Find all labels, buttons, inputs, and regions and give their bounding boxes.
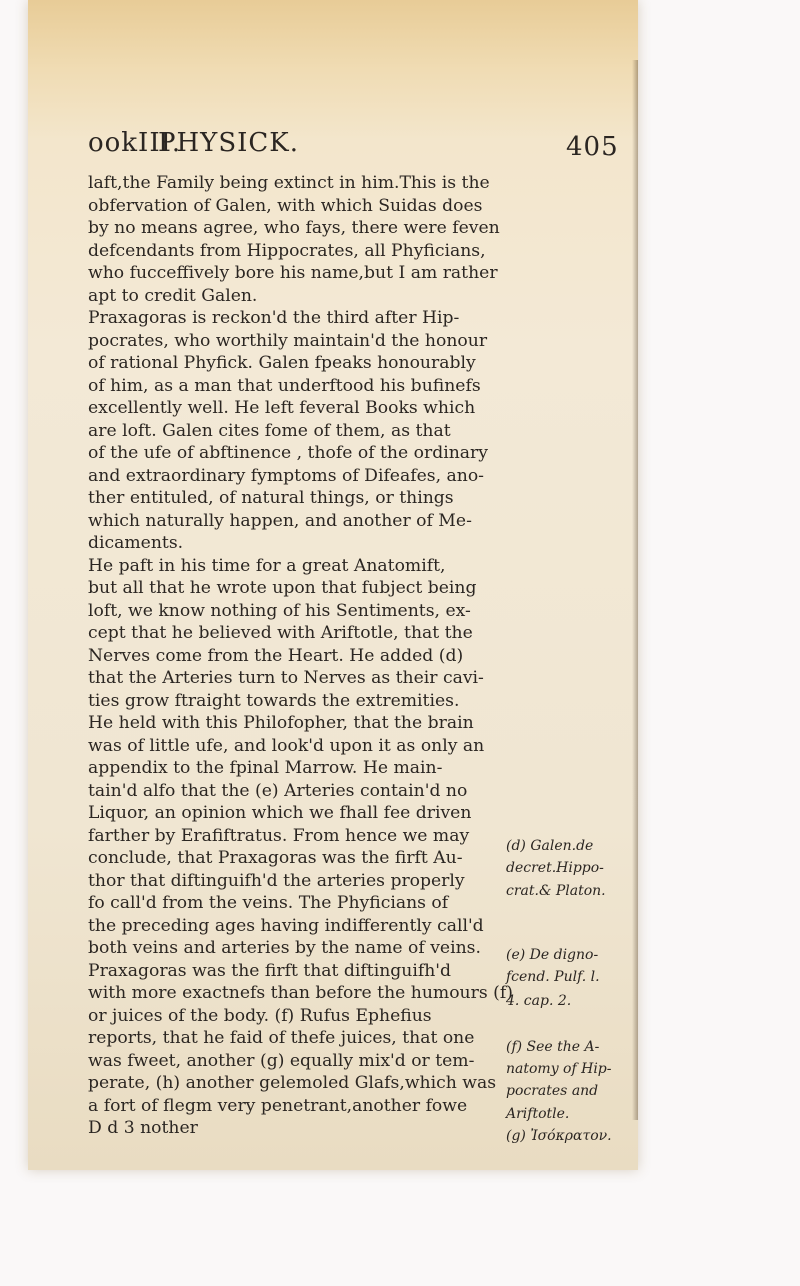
text-line: with more exactnefs than before the humours (f) — [88, 983, 513, 1003]
text-line: are loft. Galen cites fome of them, as that — [88, 420, 451, 441]
text-line: ther entituled, of natural things, or things — [88, 488, 454, 508]
book-page — [28, 0, 638, 1170]
text-line: Praxagoras was the firft that diftinguifh'd — [88, 960, 451, 981]
text-line: was fweet, another (g) equally mix'd or tem- — [88, 1050, 475, 1071]
text-line: laft,the Family being extinct in him.This is the — [88, 173, 490, 193]
margin-note: natomy of Hip- — [506, 1061, 612, 1077]
text-line: that the Arteries turn to Nerves as their cavi- — [88, 668, 484, 688]
text-line: perate, (h) another gelemoled Glafs,which was — [88, 1073, 497, 1093]
text-line: the preceding ages having indifferently call'd — [88, 915, 484, 936]
text-line: fo call'd from the veins. The Phyficians of — [88, 893, 449, 913]
text-line: thor that diftinguifh'd the arteries properly — [88, 870, 465, 891]
text-line: tain'd alfo that the (e) Arteries contain'd no — [88, 780, 468, 801]
text-line: was of little ufe, and look'd upon it as only an — [88, 735, 485, 756]
margin-note: crat.& Platon. — [506, 883, 606, 899]
text-line: dicaments. — [88, 533, 184, 553]
book-label: ookIII. — [88, 128, 182, 158]
text-line: by no means agree, who fays, there were feven — [88, 218, 500, 238]
text-line: who fucceffively bore his name,but I am rather — [88, 263, 498, 283]
text-line: D d 3 nother — [88, 1118, 198, 1138]
text-line: ties grow ftraight towards the extremities. — [88, 690, 460, 711]
text-line: a fort of flegm very penetrant,another fowe — [88, 1095, 468, 1116]
text-line: cept that he believed with Ariftotle, that the — [88, 623, 473, 643]
main-text — [88, 172, 513, 1140]
page-header — [88, 128, 648, 164]
text-line: or juices of the body. (f) Rufus Ephefius — [88, 1005, 432, 1026]
text-line: appendix to the fpinal Marrow. He main- — [88, 758, 443, 778]
text-line: and extraordinary fymptoms of Difeafes, ano- — [88, 465, 484, 486]
text-line: He held with this Philofopher, that the brain — [88, 713, 474, 733]
text-line: loft, we know nothing of his Sentiments, ex- — [88, 600, 471, 621]
margin-note: fcend. Pulf. l. — [506, 969, 600, 985]
text-line: of him, as a man that underftood his bufinefs — [88, 375, 481, 396]
text-line: both veins and arteries by the name of veins. — [88, 938, 481, 958]
text-line: obfervation of Galen, with which Suidas does — [88, 195, 483, 216]
text-line: of the ufe of abftinence , thofe of the ordinary — [88, 443, 488, 463]
margin-note: (e) De digno- — [506, 947, 599, 963]
text-line: conclude, that Praxagoras was the firft Au- — [88, 848, 463, 868]
text-line: Liquor, an opinion which we fhall fee driven — [88, 803, 472, 823]
text-line: which naturally happen, and another of Me- — [88, 510, 472, 531]
text-line: Praxagoras is reckon'd the third after Hip- — [88, 308, 460, 328]
text-line: farther by Erafiftratus. From hence we may — [88, 825, 470, 846]
margin-note: (f) See the A- — [506, 1039, 600, 1055]
page-number: 405 — [566, 132, 619, 162]
text-line: but all that he wrote upon that fubject being — [88, 578, 477, 598]
text-line: of rational Phyfick. Galen fpeaks honourably — [88, 353, 476, 373]
margin-note: decret.Hippo- — [506, 860, 604, 876]
running-title: PHYSICK. — [158, 128, 299, 158]
text-line: He paft in his time for a great Anatomift, — [88, 555, 446, 576]
text-line: defcendants from Hippocrates, all Phyficians, — [88, 240, 486, 261]
text-line: Nerves come from the Heart. He added (d) — [88, 645, 464, 666]
text-line: pocrates, who worthily maintain'd the honour — [88, 330, 488, 351]
text-line: apt to credit Galen. — [88, 285, 258, 306]
margin-note: (g) Ἰσόκρατον. — [506, 1128, 612, 1144]
margin-note: pocrates and — [506, 1083, 599, 1099]
margin-note: 4. cap. 2. — [506, 993, 572, 1009]
margin-note: (d) Galen.de — [506, 838, 594, 854]
text-line: excellently well. He left feveral Books which — [88, 398, 476, 418]
margin-note: Ariftotle. — [506, 1106, 570, 1122]
text-line: reports, that he faid of thefe juices, that one — [88, 1028, 475, 1048]
